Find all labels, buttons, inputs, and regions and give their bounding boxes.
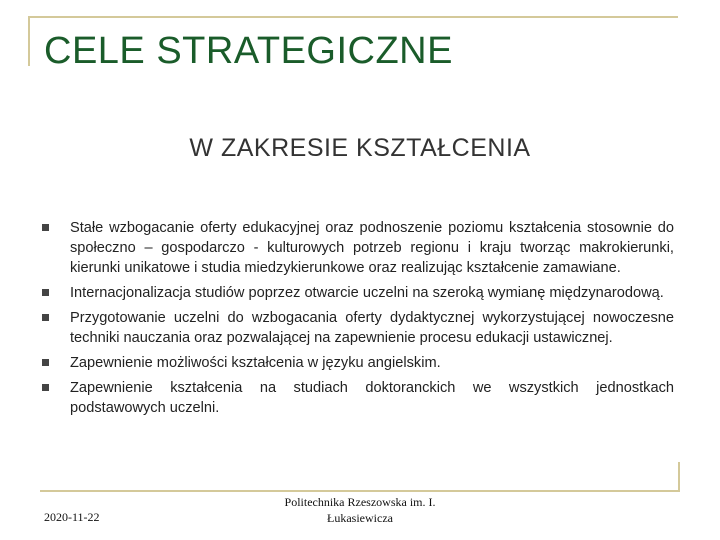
bullet-item [40, 308, 674, 348]
bullet-text: Stałe wzbogacanie oferty edukacyjnej oraz podnoszenie poziomu kształcenia stosownie do społeczno – gospodarczo - kulturowych potrzeb regionu i kraju tworząc makrokierunki, kierunki unikatowe i studia miedzykierunkowe oraz realizując kształcenie zamawiane. [70, 220, 674, 276]
square-bullet-icon [42, 289, 49, 296]
bullet-text: Zapewnienie możliwości kształcenia w języku angielskim. [70, 355, 441, 371]
left-frame-line [28, 16, 30, 66]
bullet-item [40, 353, 674, 373]
square-bullet-icon [42, 314, 49, 321]
right-frame-line [678, 462, 680, 492]
square-bullet-icon [42, 359, 49, 366]
top-frame-line [28, 16, 678, 18]
footer-institution-line1: Politechnika Rzeszowska im. I. [284, 495, 436, 509]
footer-institution [260, 494, 460, 526]
bullet-item [40, 218, 674, 278]
square-bullet-icon [42, 384, 49, 391]
bullet-text: Zapewnienie kształcenia na studiach doktoranckich we wszystkich jednostkach podstawowych uczelni. [70, 380, 674, 416]
bullet-text: Przygotowanie uczelni do wzbogacania oferty dydaktycznej wykorzystującej nowoczesne techniki nauczania oraz pozwalającej na zapewnienie procesu edukacji ustawicznej. [70, 310, 674, 346]
slide-subtitle: W ZAKRESIE KSZTAŁCENIA [189, 134, 531, 162]
slide-title: CELE STRATEGICZNE [44, 30, 453, 72]
bullet-item [40, 378, 674, 418]
square-bullet-icon [42, 224, 49, 231]
bottom-frame-line [40, 490, 680, 492]
bullet-text: Internacjonalizacja studiów poprzez otwarcie uczelni na szeroką wymianę międzynarodową. [70, 285, 664, 301]
footer-date: 2020-11-22 [44, 510, 100, 524]
footer-institution-line2: Łukasiewicza [327, 511, 393, 525]
bullet-item [40, 283, 674, 303]
bullet-list [40, 218, 674, 423]
